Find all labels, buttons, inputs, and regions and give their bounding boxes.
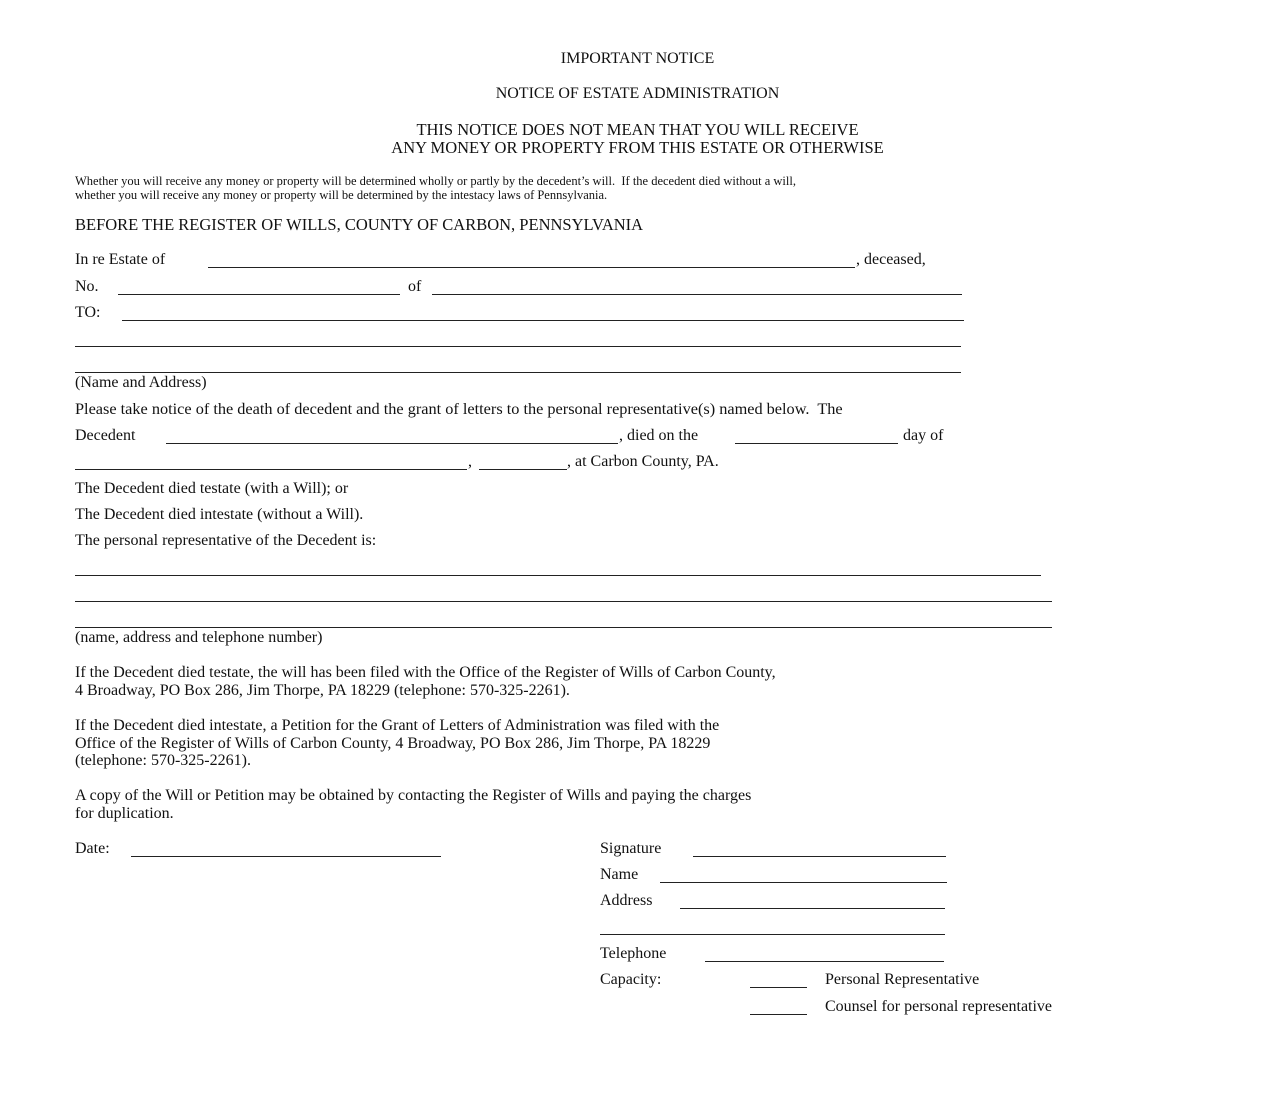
date-label: Date: xyxy=(75,840,110,857)
telephone-field[interactable] xyxy=(705,961,944,962)
address-label: Address xyxy=(600,892,653,909)
county-label: , at Carbon County, PA. xyxy=(567,453,719,470)
copy-paragraph-line-2: for duplication. xyxy=(75,805,174,822)
representative-line-1[interactable] xyxy=(75,575,1041,576)
disclaimer-line-2: whether you will receive any money or property will be determined by the intestacy laws of Pennsylvania. xyxy=(75,188,608,202)
capacity-label: Capacity: xyxy=(600,971,662,988)
representative-heading: The personal representative of the Decedent is: xyxy=(75,532,377,549)
intestate-option: The Decedent died intestate (without a Will). xyxy=(75,506,364,523)
warning-line-2: ANY MONEY OR PROPERTY FROM THIS ESTATE OR OTHERWISE xyxy=(391,138,884,157)
address-field-2[interactable] xyxy=(600,934,945,935)
recipient-caption: (Name and Address) xyxy=(75,374,207,391)
representative-caption: (name, address and telephone number) xyxy=(75,629,323,646)
estate-label: In re Estate of xyxy=(75,251,166,268)
day-of-label: day of xyxy=(903,427,944,444)
signature-field[interactable] xyxy=(693,856,946,857)
death-day-field[interactable] xyxy=(735,443,898,444)
date-field[interactable] xyxy=(131,856,441,857)
death-year-field[interactable] xyxy=(479,469,567,470)
personal-representative-label: Personal Representative xyxy=(825,971,980,988)
court-heading: BEFORE THE REGISTER OF WILLS, COUNTY OF CARBON, PENNSYLVANIA xyxy=(75,215,644,234)
notice-subtitle: NOTICE OF ESTATE ADMINISTRATION xyxy=(495,85,780,102)
copy-paragraph-line-1: A copy of the Will or Petition may be obtained by contacting the Register of Wills and paying the charges xyxy=(75,787,752,804)
representative-line-2[interactable] xyxy=(75,601,1052,602)
testate-option: The Decedent died testate (with a Will); or xyxy=(75,480,349,497)
death-month-field[interactable] xyxy=(75,469,467,470)
died-on-label: , died on the xyxy=(619,427,699,444)
representative-line-3[interactable] xyxy=(75,627,1052,628)
counsel-label: Counsel for personal representative xyxy=(825,998,1053,1015)
case-number-field[interactable] xyxy=(118,294,400,295)
telephone-label: Telephone xyxy=(600,945,667,962)
recipient-line-3[interactable] xyxy=(75,372,961,373)
recipient-line-1[interactable] xyxy=(122,320,964,321)
deceased-label: , deceased, xyxy=(856,251,926,268)
personal-representative-check[interactable] xyxy=(750,987,807,988)
notice-title: IMPORTANT NOTICE xyxy=(560,50,715,67)
intestate-paragraph-line-1: If the Decedent died intestate, a Petition for the Grant of Letters of Administration was filed with the xyxy=(75,717,720,734)
comma-label: , xyxy=(468,453,472,470)
signature-label: Signature xyxy=(600,840,662,857)
case-number-label: No. xyxy=(75,278,99,295)
estate-name-field[interactable] xyxy=(208,267,855,268)
case-of-label: of xyxy=(408,278,422,295)
notice-text: Please take notice of the death of decedent and the grant of letters to the personal representative(s) named below. The xyxy=(75,399,843,418)
warning-line-1: THIS NOTICE DOES NOT MEAN THAT YOU WILL RECEIVE xyxy=(416,120,859,139)
counsel-check[interactable] xyxy=(750,1014,807,1015)
disclaimer-line-1: Whether you will receive any money or property will be determined wholly or partly by the decedent’s will. If the decedent died without a will, xyxy=(75,174,796,188)
testate-paragraph-line-2: 4 Broadway, PO Box 286, Jim Thorpe, PA 18229 (telephone: 570-325-2261). xyxy=(75,682,570,699)
case-year-field[interactable] xyxy=(432,294,962,295)
name-field[interactable] xyxy=(660,882,947,883)
name-label: Name xyxy=(600,866,639,883)
decedent-label: Decedent xyxy=(75,427,136,444)
intestate-paragraph-line-2: Office of the Register of Wills of Carbon County, 4 Broadway, PO Box 286, Jim Thorpe, PA 18229 xyxy=(75,735,711,752)
recipient-line-2[interactable] xyxy=(75,346,961,347)
address-field-1[interactable] xyxy=(680,908,945,909)
decedent-name-field[interactable] xyxy=(166,443,618,444)
to-label: TO: xyxy=(75,304,101,321)
intestate-paragraph-line-3: (telephone: 570-325-2261). xyxy=(75,752,251,769)
testate-paragraph-line-1: If the Decedent died testate, the will has been filed with the Office of the Register of Wills of Carbon County, xyxy=(75,664,776,681)
